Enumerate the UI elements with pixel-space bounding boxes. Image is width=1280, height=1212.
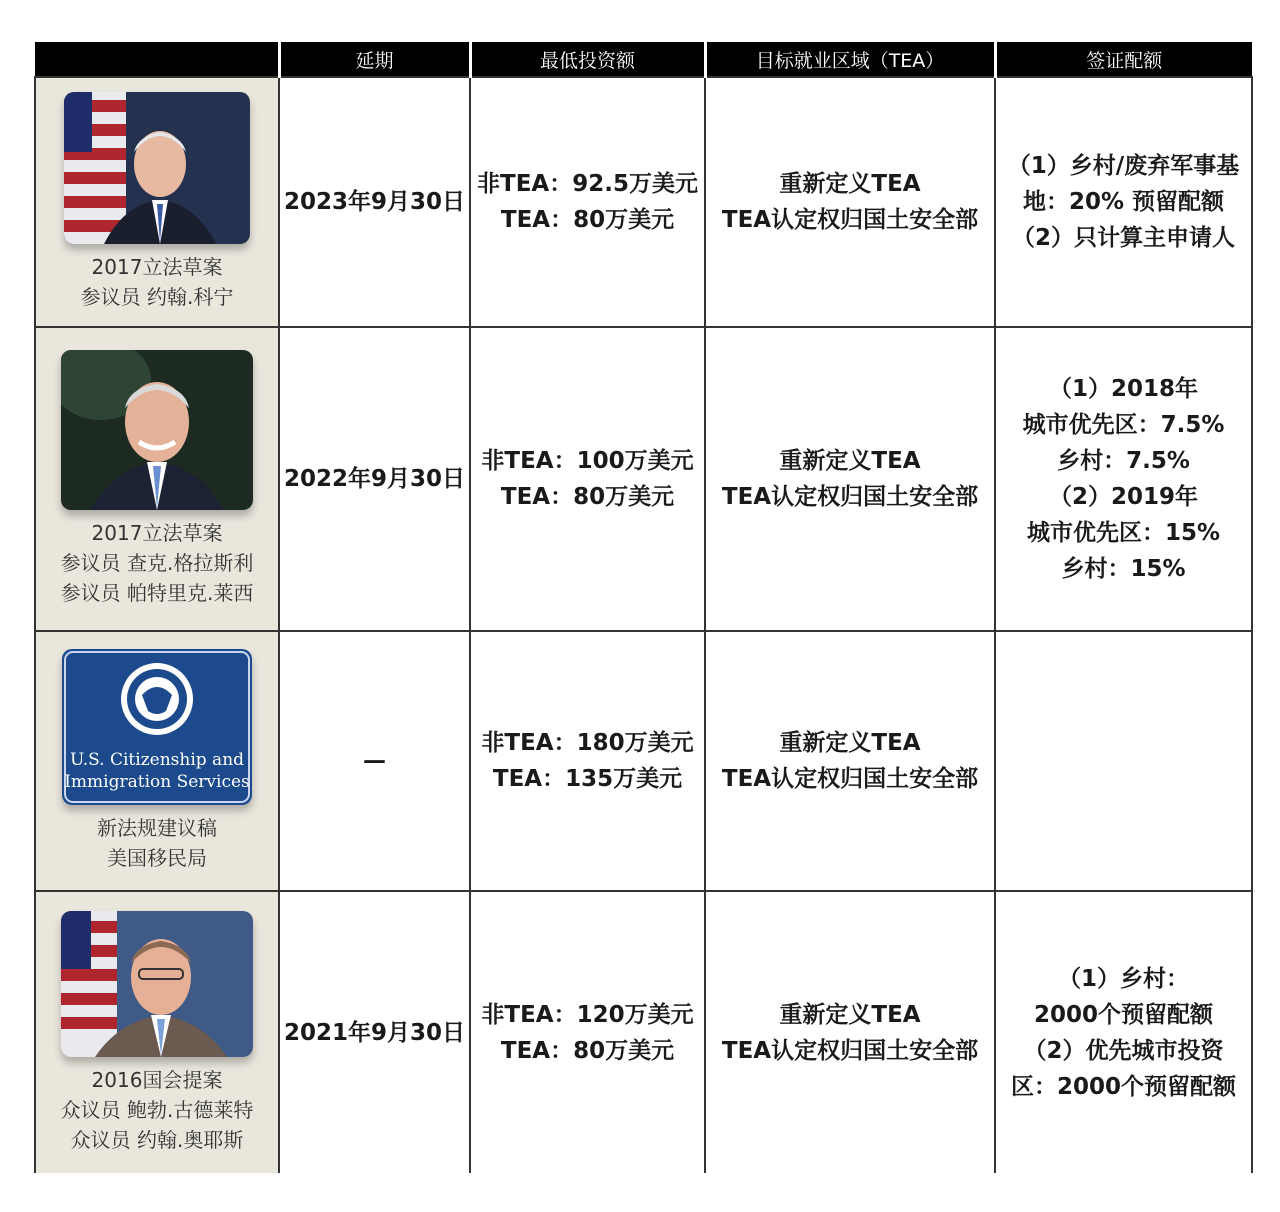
visa-quota-cell: （1）乡村： 2000个预留配额 （2）优先城市投资 区：2000个预留配额 [995,891,1252,1173]
logo-line-2: Immigration Services [64,772,250,792]
table-row [35,327,1252,631]
tea-cell: 重新定义TEA TEA认定权归国土安全部 [705,891,995,1173]
proposer-cell [35,891,279,1173]
proposer-caption: 2016国会提案 众议员 鲍勃.古德莱特 众议员 约翰.奥耶斯 [60,1067,254,1152]
proposer-caption: 2017立法草案 参议员 查克.格拉斯利 参议员 帕特里克.莱西 [60,521,254,605]
min-investment-cell: 非TEA：180万美元 TEA：135万美元 [470,631,705,891]
tea-cell: 重新定义TEA TEA认定权归国土安全部 [705,77,995,327]
uscis-logo [62,649,252,805]
senator-photo [64,92,250,244]
extension-date: 2021年9月30日 [279,891,470,1173]
proposer-cell [35,631,279,891]
table-row [35,891,1252,1173]
visa-quota-cell: （1）乡村/废弃军事基 地：20% 预留配额 （2）只计算主申请人 [995,77,1252,327]
proposer-cell [35,77,279,327]
table-row [35,77,1252,327]
representative-photo [61,911,253,1057]
tea-cell: 重新定义TEA TEA认定权归国土安全部 [705,327,995,631]
proposer-caption: 2017立法草案 参议员 约翰.科宁 [80,255,234,309]
min-investment-cell: 非TEA：100万美元 TEA：80万美元 [470,327,705,631]
visa-quota-cell [995,631,1252,891]
tea-cell: 重新定义TEA TEA认定权归国土安全部 [705,631,995,891]
min-investment-cell: 非TEA：120万美元 TEA：80万美元 [470,891,705,1173]
header-row [35,42,1252,77]
comparison-table [34,42,1253,1173]
header-min-investment: 最低投资额 [470,42,705,77]
header-photo [35,42,279,77]
header-extension: 延期 [279,42,470,77]
proposer-cell [35,327,279,631]
extension-date: 2023年9月30日 [279,77,470,327]
min-investment-cell: 非TEA：92.5万美元 TEA：80万美元 [470,77,705,327]
proposer-caption: 新法规建议稿 美国移民局 [97,816,217,870]
visa-quota-cell: （1）2018年 城市优先区：7.5% 乡村：7.5% （2）2019年 城市优先区：15% 乡村：15% [995,327,1252,631]
table-row [35,631,1252,891]
header-visa-quota: 签证配额 [995,42,1252,77]
header-tea: 目标就业区域（TEA） [705,42,995,77]
logo-line-1: U.S. Citizenship and [69,750,245,770]
extension-date: 2022年9月30日 [279,327,470,631]
extension-date: — [279,631,470,891]
senator-photo [61,350,253,510]
